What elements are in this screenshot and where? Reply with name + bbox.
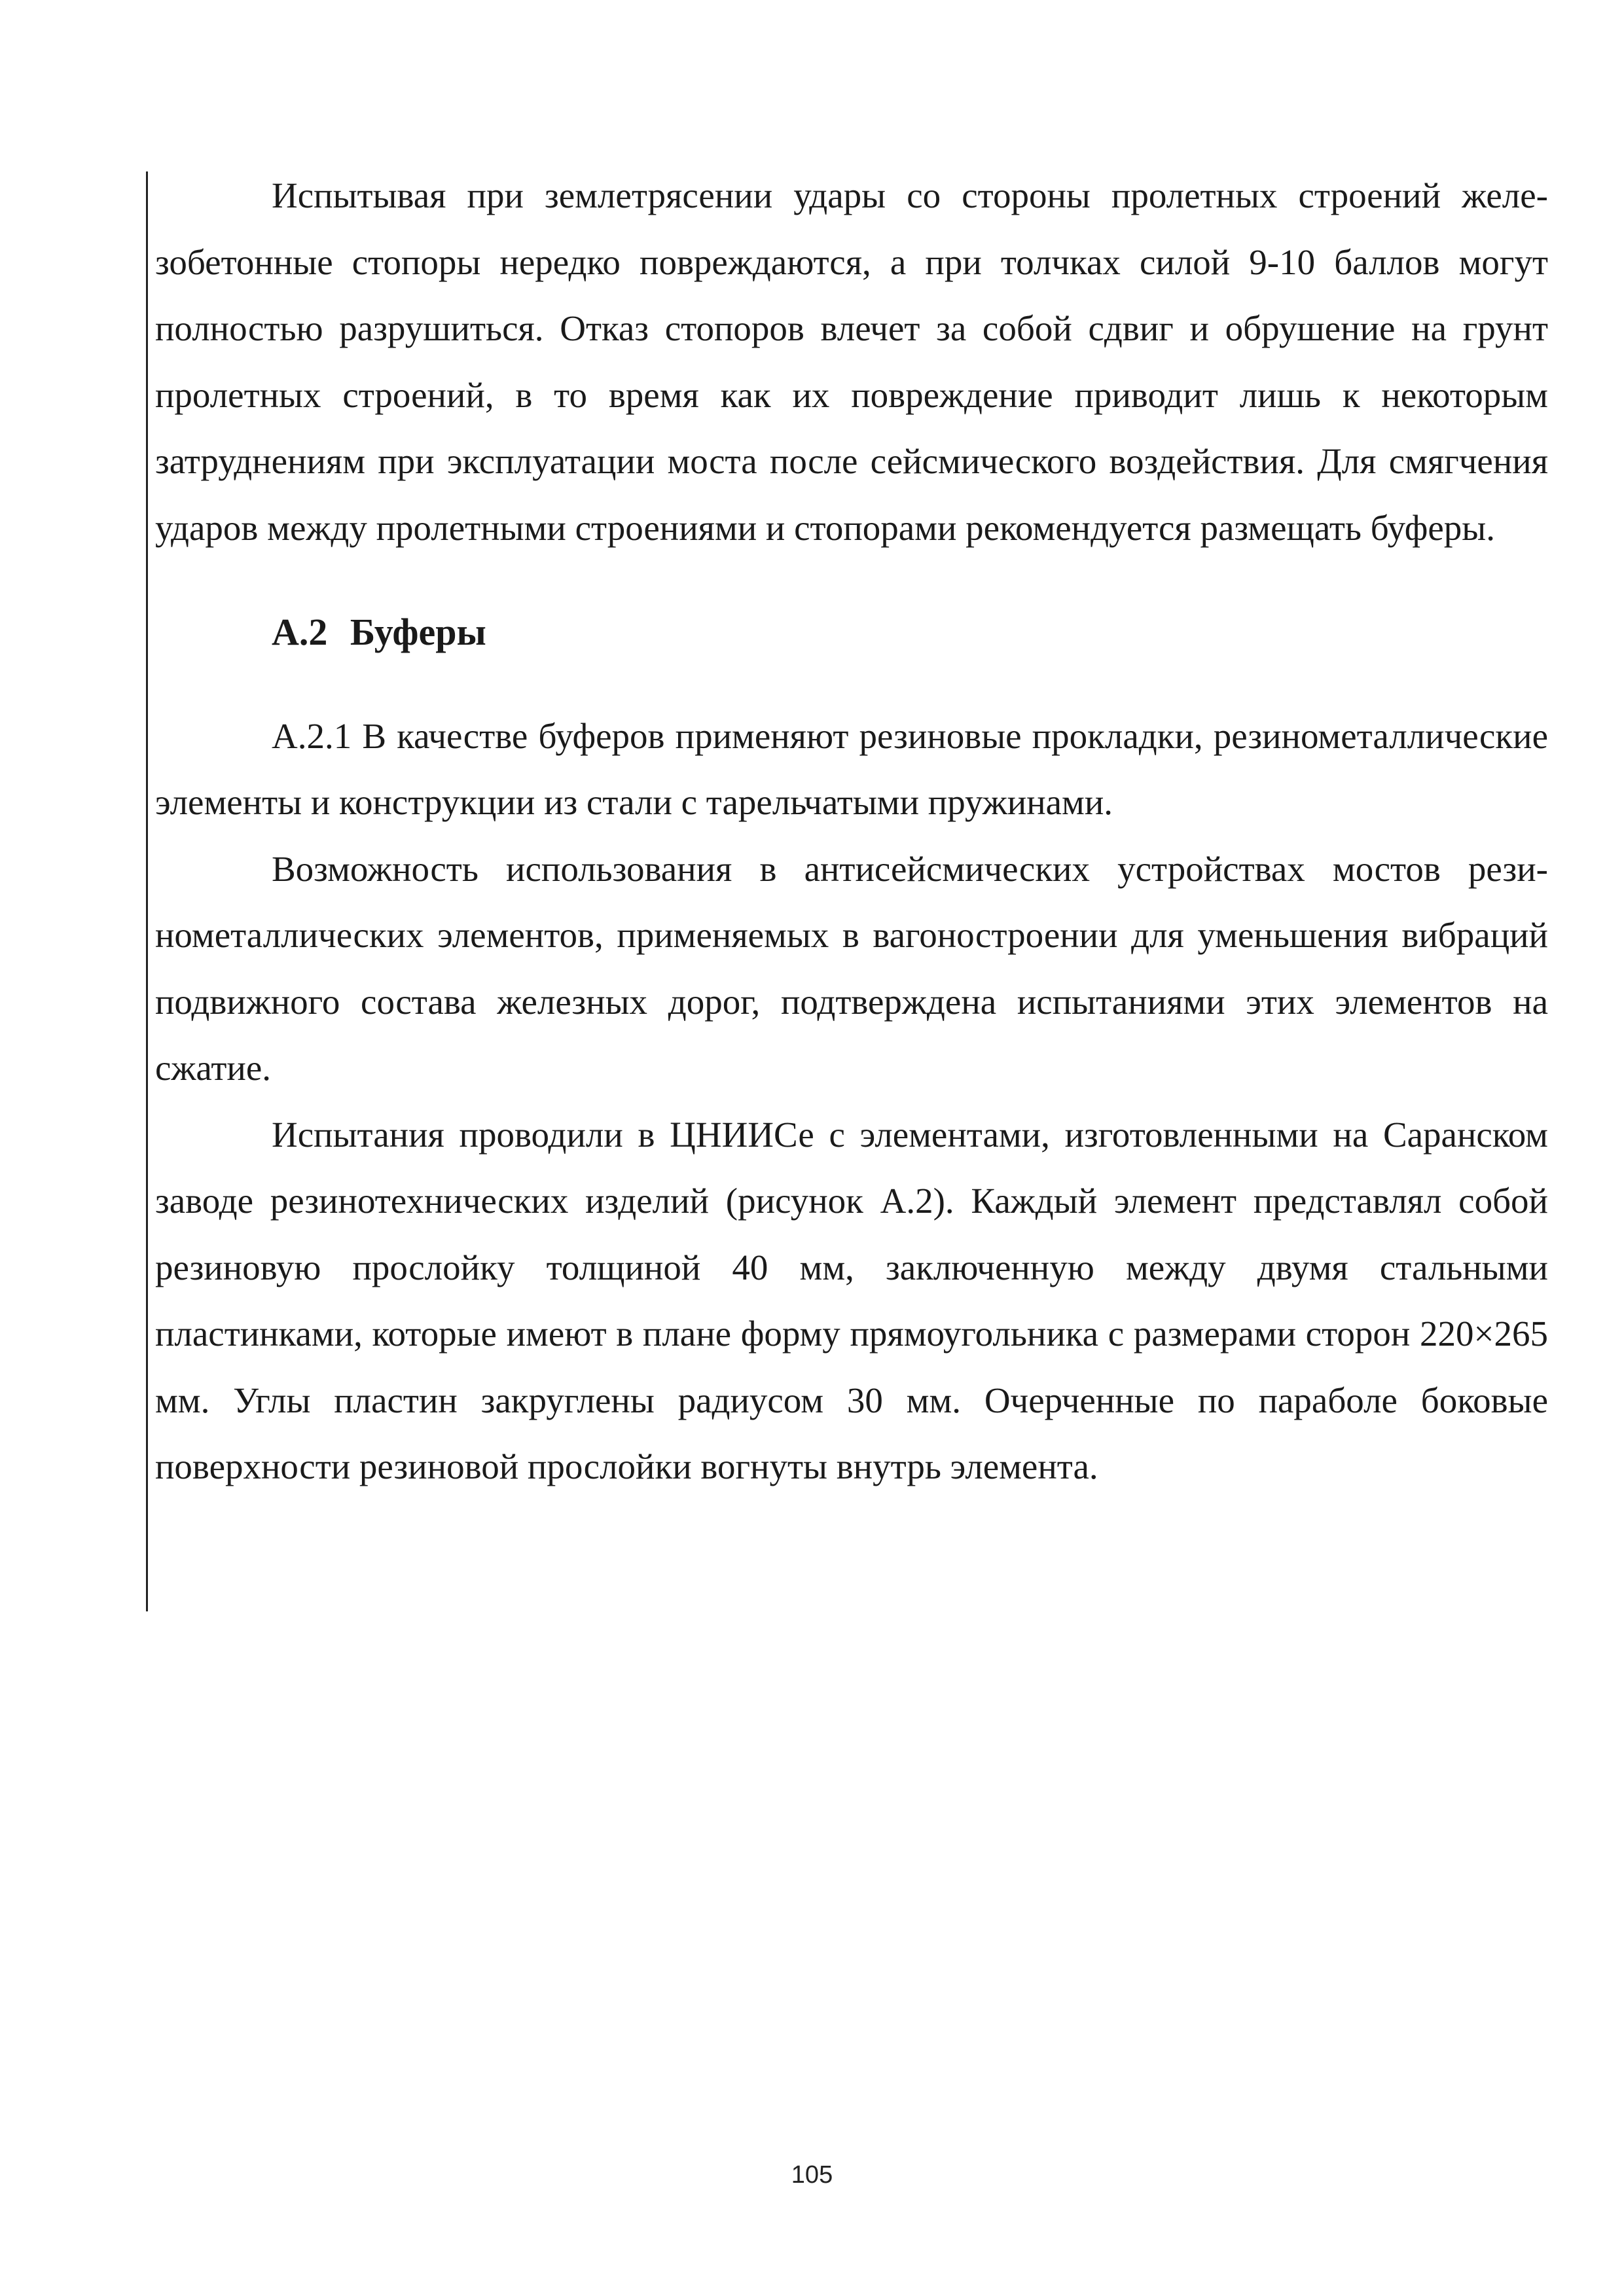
margin-rule <box>146 171 148 1611</box>
paragraph-buffer-types: А.2.1 В качестве буферов применяют резиновые прокладки, резинометаллические элементы и конструкции из стали с тарельчатыми пружинами. <box>155 715 1548 822</box>
page-number: 105 <box>791 2161 833 2189</box>
section-number: А.2 <box>272 611 328 653</box>
section-heading <box>155 599 1548 666</box>
page-body <box>155 162 1548 1500</box>
paragraph-rubber-metal-use: Возможность использования в антисейсмических устройствах мостов резинометаллических элементов, применяемых в вагоностроении для уменьшения вибраций подвижного состава железных дорог, подтверждена испытаниями этих элементов на сжатие. <box>155 848 1548 1088</box>
section-title: Буферы <box>350 611 486 653</box>
paragraph-tests: Испытания проводили в ЦНИИСе с элементами, изготовленными на Саранском заводе резинотехнических изделий (рисунок А.2). Каждый элемент представлял собой резиновую прослойку толщиной 40 мм, заключенную между двумя стальными пластинками, которые имеют в плане форму прямоугольника с размерами сторон 220×265 мм. Углы пластин закруглены радиусом 30 мм. Очерченные по параболе боковые поверхности резиновой прослойки вогнуты внутрь элемента. <box>155 1114 1548 1486</box>
paragraph-stoppers: Испытывая при землетрясении удары со стороны пролетных строений железобетонные стопоры нередко повреждаются, а при толчках силой 9-10 баллов могут полностью разрушиться. Отказ стопоров влечет за собой сдвиг и обрушение на грунт пролетных строений, в то время как их повреждение приводит лишь к некоторым затруднениям при эксплуатации моста после сейсмического воздействия. Для смягчения ударов между пролетными строениями и стопорами рекомендуется размещать буферы. <box>155 175 1548 548</box>
